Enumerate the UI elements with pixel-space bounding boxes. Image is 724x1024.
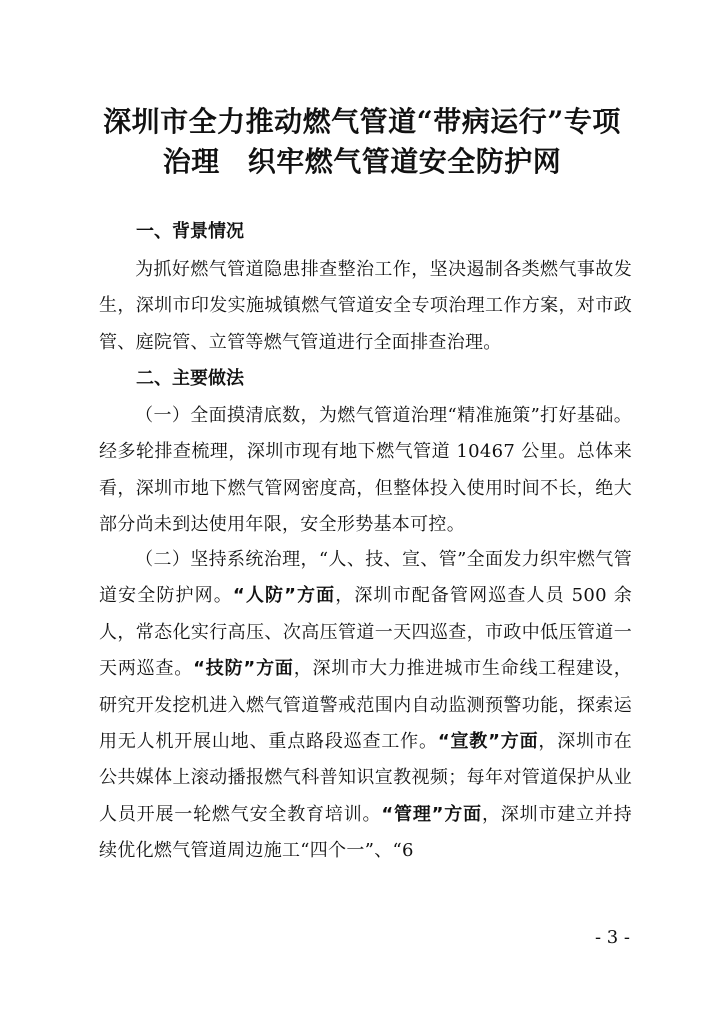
section-2-heading: 二、主要做法 [136,368,244,389]
guanli-text: ，深圳市建立并持续优化燃气管道周边施工“四个一”、“6 [99,803,632,862]
section-2-item-1-text: （一）全面摸清底数，为燃气管道治理“精准施策”打好基础。经多轮排查梳理，深圳市现有地下燃气管道 10467 公里。总体来看，深圳市地下燃气管网密度高，但整体投入使用时间不长，绝大部分尚未到达使用年限，安全形势基本可控。 [99,405,632,536]
section-1-paragraph [99,252,632,361]
xuanjiao-text: ，深圳市在公共媒体上滚动播报燃气科普知识宣教视频；每年对管道保护从业人员开展一轮燃气安全教育培训。 [99,731,632,825]
renfang-label: “人防”方面 [232,585,336,607]
section-2-item-1-paragraph [99,398,632,544]
section-1-heading: 一、背景情况 [136,221,244,242]
page-number: - 3 - [594,927,630,948]
xuanjiao-label: “宣教”方面 [437,731,539,753]
document-title-line-2 [60,142,664,182]
section-1-paragraph-text: 为抓好燃气管道隐患排查整治工作，坚决遏制各类燃气事故发生，深圳市印发实施城镇燃气管道安全专项治理工作方案，对市政管、庭院管、立管等燃气管道进行全面排查治理。 [99,259,632,353]
title-line-2-part-b: 织牢燃气管道安全防护网 [247,145,562,178]
renfang-text: ，深圳市配备管网巡查人员 500 余人，常态化实行高压、次高压管道一天四巡查，市政中低压管道一天两巡查。 [99,585,633,680]
item-2-intro: （二）坚持系统治理，“人、技、宣、管”全面发力织牢燃气管道安全防护网。 [99,549,632,607]
guanli-label: “管理”方面 [381,803,482,825]
jifang-label: “技防”方面 [193,658,294,680]
document-title-line-1: 深圳市全力推动燃气管道“带病运行”专项 [103,105,621,138]
title-line-2-part-a: 治理 [162,145,220,178]
section-2-item-2-paragraph [99,542,632,870]
jifang-text: ，深圳市大力推进城市生命线工程建设，研究开发挖机进入燃气管道警戒范围内自动监测预警功能，探索运用无人机开展山地、重点路段巡查工作。 [99,658,632,753]
